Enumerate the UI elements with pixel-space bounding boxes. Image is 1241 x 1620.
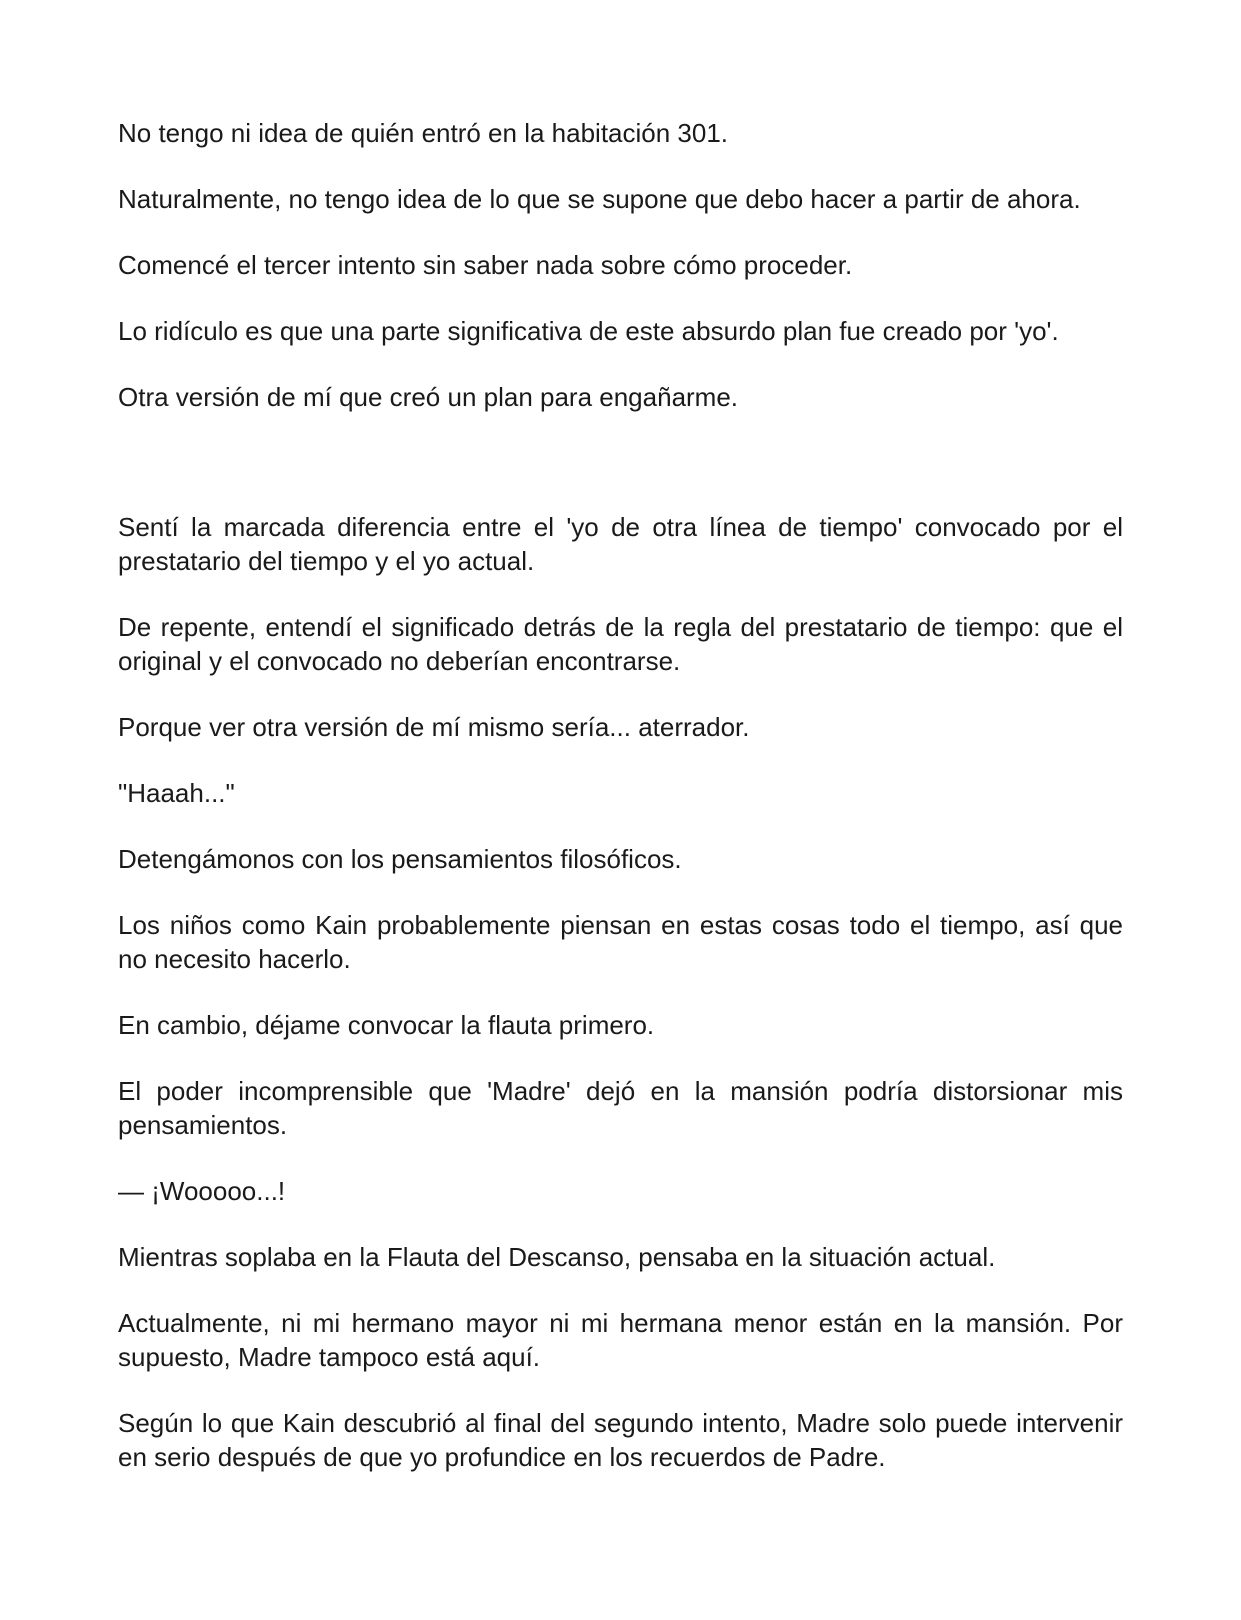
paragraph: Lo ridículo es que una parte significativa de este absurdo plan fue creado por 'yo'. — [118, 316, 1059, 346]
paragraph: Detengámonos con los pensamientos filosóficos. — [118, 844, 682, 874]
paragraph: Comencé el tercer intento sin saber nada sobre cómo proceder. — [118, 250, 853, 280]
paragraph: El poder incomprensible que 'Madre' dejó en la mansión podría distorsionar mis pensamientos. — [118, 1076, 1123, 1140]
paragraph: Naturalmente, no tengo idea de lo que se supone que debo hacer a partir de ahora. — [118, 184, 1081, 214]
paragraph: Los niños como Kain probablemente piensan en estas cosas todo el tiempo, así que no necesito hacerlo. — [118, 910, 1123, 974]
paragraph: Actualmente, ni mi hermano mayor ni mi hermana menor están en la mansión. Por supuesto, Madre tampoco está aquí. — [118, 1308, 1123, 1372]
paragraph: Mientras soplaba en la Flauta del Descanso, pensaba en la situación actual. — [118, 1242, 996, 1272]
section-break — [118, 446, 1123, 510]
paragraph: "Haaah..." — [118, 778, 235, 808]
paragraph: Según lo que Kain descubrió al final del segundo intento, Madre solo puede intervenir en serio después de que yo profundice en los recuerdos de Padre. — [118, 1408, 1123, 1472]
paragraph: Otra versión de mí que creó un plan para engañarme. — [118, 382, 739, 412]
paragraph: En cambio, déjame convocar la flauta primero. — [118, 1010, 655, 1040]
paragraph: — ¡Wooooo...! — [118, 1176, 286, 1206]
paragraph: No tengo ni idea de quién entró en la habitación 301. — [118, 118, 729, 148]
paragraph: Sentí la marcada diferencia entre el 'yo de otra línea de tiempo' convocado por el prestatario del tiempo y el yo actual. — [118, 512, 1123, 576]
paragraph: Porque ver otra versión de mí mismo sería... aterrador. — [118, 712, 750, 742]
paragraph: De repente, entendí el significado detrás de la regla del prestatario de tiempo: que el original y el convocado no deberían encontrarse. — [118, 612, 1123, 676]
document-page — [118, 116, 1123, 1506]
